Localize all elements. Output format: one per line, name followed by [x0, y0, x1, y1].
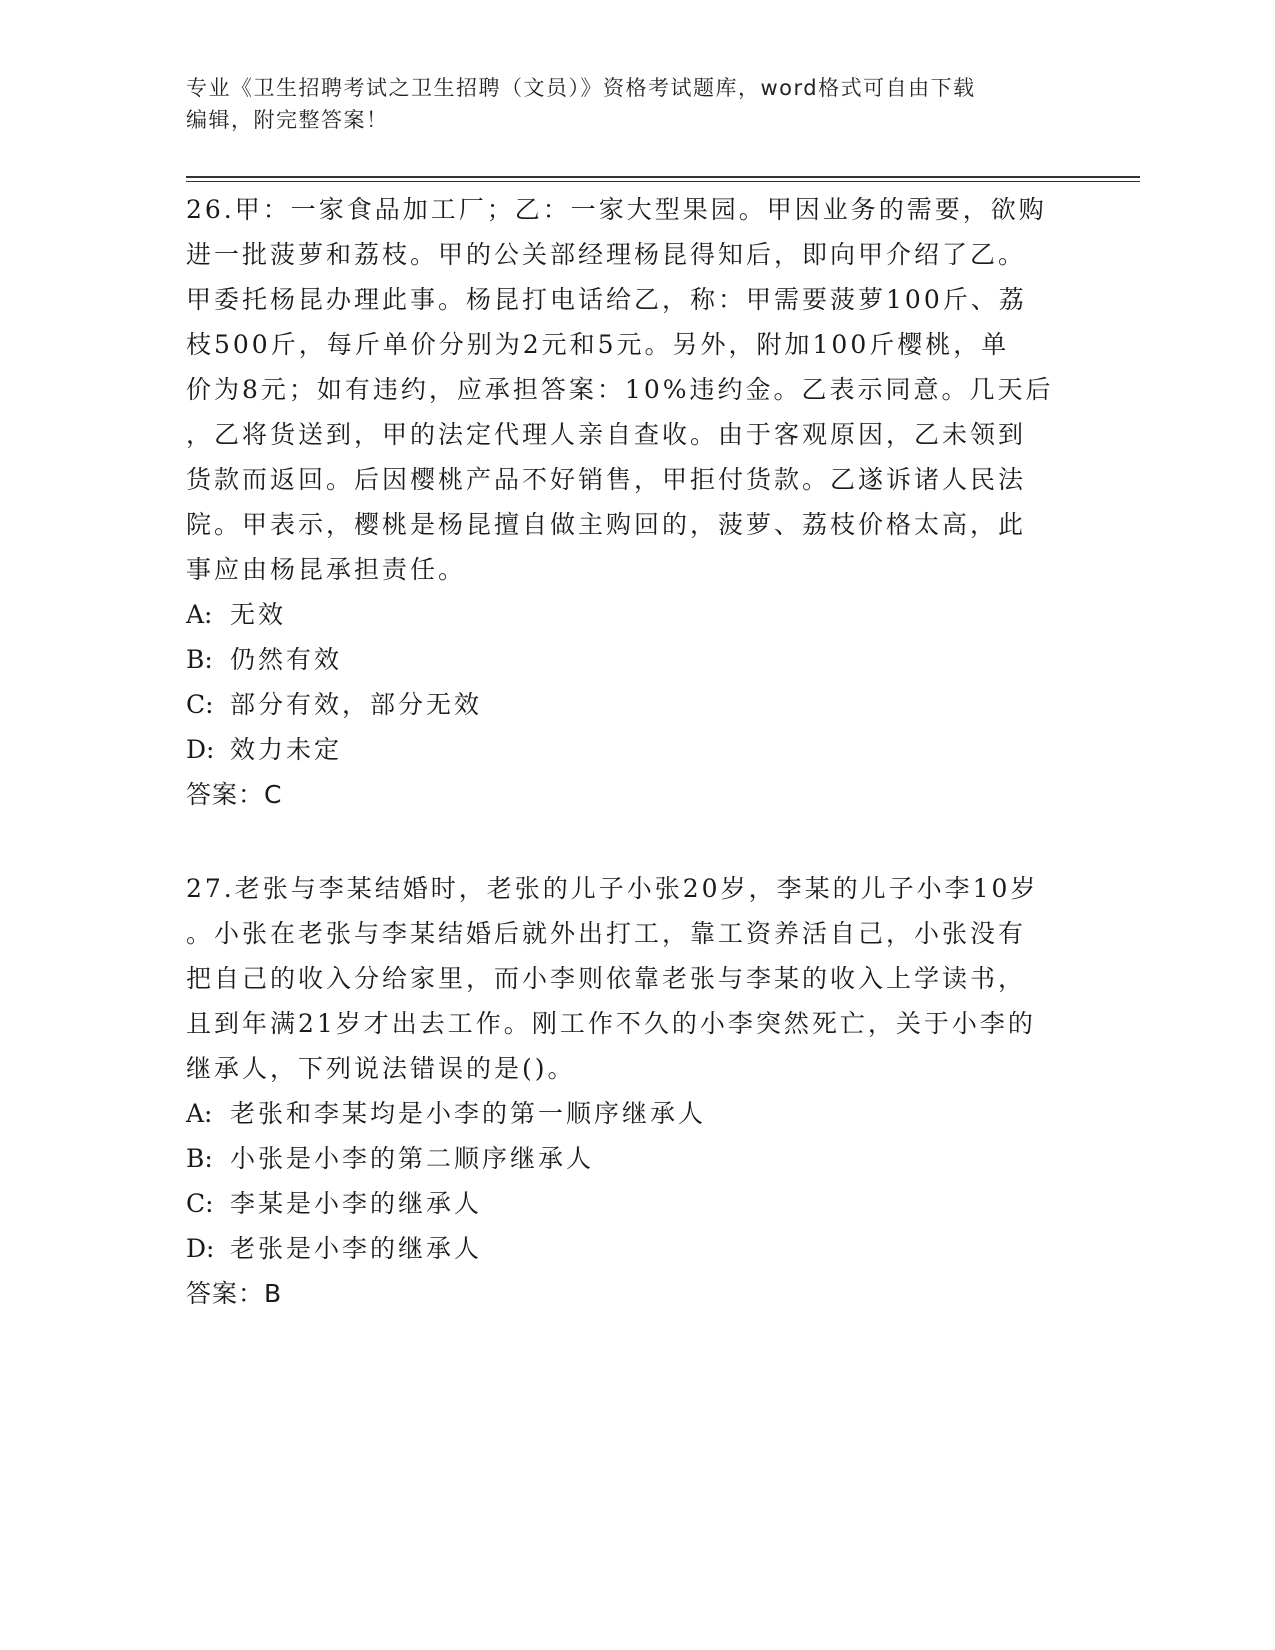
header-divider-thin — [186, 181, 1140, 182]
option-text: 部分有效，部分无效 — [230, 690, 483, 719]
question-line: 27.老张与李某结婚时，老张的儿子小张20岁，李某的儿子小李10岁 — [186, 874, 1039, 903]
option-b — [186, 637, 1066, 682]
option-text: 老张和李某均是小李的第一顺序继承人 — [230, 1099, 707, 1128]
option-key: D: — [186, 1234, 215, 1263]
option-key: C: — [186, 690, 214, 719]
answer-line: 答案：C — [186, 780, 283, 809]
question-line: 进一批菠萝和荔枝。甲的公关部经理杨昆得知后，即向甲介绍了乙。 — [186, 240, 1027, 269]
option-d — [186, 727, 1066, 772]
document-header — [186, 72, 1066, 136]
question-line: 把自己的收入分给家里，而小李则依靠老张与李某的收入上学读书， — [186, 964, 1027, 993]
option-key: C: — [186, 1189, 214, 1218]
option-c — [186, 682, 1066, 727]
option-b — [186, 1136, 1066, 1181]
question-stem — [186, 187, 1066, 592]
question-line: 枝500斤，每斤单价分别为2元和5元。另外，附加100斤樱桃，单 — [186, 330, 1010, 359]
question-26 — [186, 187, 1066, 817]
option-key: B: — [186, 1144, 213, 1173]
option-text: 老张是小李的继承人 — [230, 1234, 483, 1263]
option-key: A: — [186, 600, 213, 629]
option-text: 小张是小李的第二顺序继承人 — [230, 1144, 595, 1173]
header-line-1: 专业《卫生招聘考试之卫生招聘（文员）》资格考试题库，word格式可自由下载 — [186, 76, 976, 100]
option-c — [186, 1181, 1066, 1226]
header-line-2: 编辑，附完整答案！ — [186, 108, 389, 132]
answer-line: 答案：B — [186, 1279, 283, 1308]
option-text: 李某是小李的继承人 — [230, 1189, 483, 1218]
question-line: 事应由杨昆承担责任。 — [186, 555, 467, 584]
question-line: ，乙将货送到，甲的法定代理人亲自查收。由于客观原因，乙未领到 — [186, 420, 1027, 449]
question-line: 货款而返回。后因樱桃产品不好销售，甲拒付货款。乙遂诉诸人民法 — [186, 465, 1027, 494]
option-d — [186, 1226, 1066, 1271]
option-key: B: — [186, 645, 213, 674]
question-line: 且到年满21岁才出去工作。刚工作不久的小李突然死亡，关于小李的 — [186, 1009, 1036, 1038]
question-stem — [186, 866, 1066, 1091]
question-line: 26.甲：一家食品加工厂；乙：一家大型果园。甲因业务的需要，欲购 — [186, 195, 1047, 224]
option-a — [186, 1091, 1066, 1136]
option-key: A: — [186, 1099, 213, 1128]
question-line: 继承人，下列说法错误的是()。 — [186, 1054, 576, 1083]
option-a — [186, 592, 1066, 637]
question-line: 院。甲表示，樱桃是杨昆擅自做主购回的，菠萝、荔枝价格太高，此 — [186, 510, 1027, 539]
question-line: 甲委托杨昆办理此事。杨昆打电话给乙，称：甲需要菠萝100斤、荔 — [186, 285, 1027, 314]
question-line: 价为8元；如有违约，应承担答案：10%违约金。乙表示同意。几天后 — [186, 375, 1054, 404]
option-text: 无效 — [230, 600, 287, 629]
question-line: 。小张在老张与李某结婚后就外出打工，靠工资养活自己，小张没有 — [186, 919, 1027, 948]
option-key: D: — [186, 735, 215, 764]
option-text: 效力未定 — [230, 735, 343, 764]
header-divider-thick — [186, 176, 1140, 178]
option-text: 仍然有效 — [230, 645, 343, 674]
question-27 — [186, 866, 1066, 1316]
